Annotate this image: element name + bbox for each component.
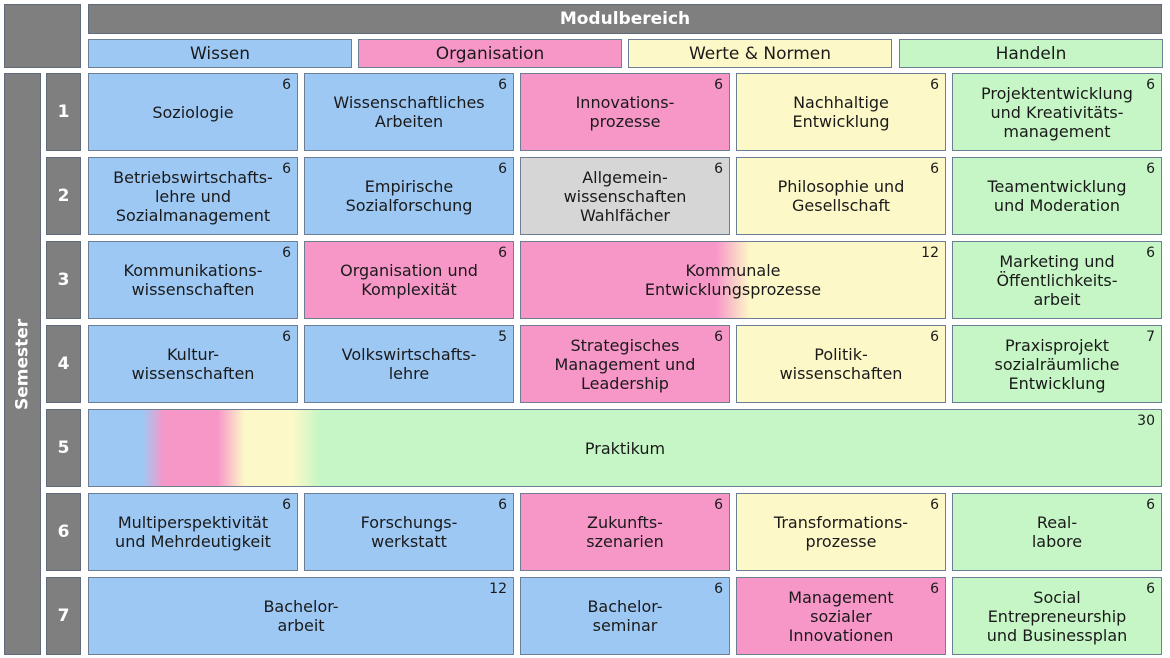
module-empirische-sozialforschung	[304, 157, 514, 235]
semester-number: 1	[46, 73, 81, 151]
module-projektentwicklung	[952, 73, 1162, 151]
module-transformationsprozesse	[736, 493, 946, 571]
module-title: Nachhaltige Entwicklung	[792, 93, 890, 131]
module-credits: 6	[282, 245, 291, 261]
module-title: Bachelor- arbeit	[263, 597, 339, 635]
module-credits: 6	[714, 161, 723, 177]
module-reallabore	[952, 493, 1162, 571]
module-title: Multiperspektivität und Mehrdeutigkeit	[115, 513, 271, 551]
module-credits: 6	[930, 161, 939, 177]
module-credits: 6	[714, 581, 723, 597]
module-kommunale-entwicklungsprozesse	[520, 241, 946, 319]
module-title: Politik- wissenschaften	[779, 345, 903, 383]
module-title: Praktikum	[584, 438, 666, 458]
module-title: Projektentwicklung und Kreativitäts- management	[981, 83, 1133, 141]
module-praxisprojekt	[952, 325, 1162, 403]
module-title: Social Entrepreneurship und Businessplan	[986, 587, 1128, 645]
module-credits: 6	[498, 245, 507, 261]
module-credits: 6	[714, 77, 723, 93]
module-title: Empirische Sozialforschung	[345, 177, 473, 215]
semester-number: 2	[46, 157, 81, 235]
module-credits: 12	[489, 581, 507, 597]
module-allgemeinwissenschaften	[520, 157, 730, 235]
module-credits: 6	[498, 77, 507, 93]
legend-werte-normen: Werte & Normen	[628, 39, 892, 68]
module-credits: 6	[498, 161, 507, 177]
module-title: Forschungs- werkstatt	[360, 513, 458, 551]
semester-number: 4	[46, 325, 81, 403]
semester-number: 6	[46, 493, 81, 571]
module-marketing	[952, 241, 1162, 319]
module-credits: 6	[930, 329, 939, 345]
module-credits: 6	[930, 581, 939, 597]
module-title: Wissenschaftliches Arbeiten	[333, 93, 485, 131]
module-strategisches-management	[520, 325, 730, 403]
module-credits: 12	[921, 245, 939, 261]
module-credits: 6	[714, 497, 723, 513]
module-social-entrepreneurship	[952, 577, 1162, 655]
module-credits: 6	[498, 497, 507, 513]
module-title: Transformations- prozesse	[773, 513, 909, 551]
module-organisation-komplexitaet	[304, 241, 514, 319]
module-title: Teamentwicklung und Moderation	[987, 177, 1127, 215]
module-credits: 6	[1146, 77, 1155, 93]
module-title: Innovations- prozesse	[575, 93, 675, 131]
module-zukunftsszenarien	[520, 493, 730, 571]
module-title: Betriebswirtschafts- lehre und Sozialmanagement	[113, 167, 273, 225]
corner-cell	[4, 4, 81, 68]
module-credits: 7	[1146, 329, 1155, 345]
module-title: Strategisches Management und Leadership	[554, 335, 696, 393]
module-title: Organisation und Komplexität	[340, 261, 478, 299]
semester-label: Semester	[4, 73, 41, 655]
module-credits: 6	[282, 77, 291, 93]
semester-number: 5	[46, 409, 81, 487]
module-title: Marketing und Öffentlichkeits- arbeit	[996, 251, 1118, 309]
module-title: Soziologie	[152, 102, 234, 122]
module-teamentwicklung	[952, 157, 1162, 235]
module-bachelorseminar	[520, 577, 730, 655]
module-forschungswerkstatt	[304, 493, 514, 571]
module-philosophie-gesellschaft	[736, 157, 946, 235]
module-credits: 6	[1146, 161, 1155, 177]
module-credits: 6	[282, 497, 291, 513]
module-title: Zukunfts- szenarien	[586, 513, 664, 551]
module-credits: 6	[282, 161, 291, 177]
legend-organisation: Organisation	[358, 39, 622, 68]
module-soziologie	[88, 73, 298, 151]
module-management-sozialer-innovationen	[736, 577, 946, 655]
module-title: Allgemein- wissenschaften Wahlfächer	[563, 167, 687, 225]
module-nachhaltige-entwicklung	[736, 73, 946, 151]
module-title: Kultur- wissenschaften	[131, 345, 255, 383]
module-title: Management sozialer Innovationen	[788, 587, 894, 645]
module-credits: 6	[1146, 497, 1155, 513]
module-title: Kommunale Entwicklungsprozesse	[644, 261, 822, 299]
module-title: Real- labore	[1031, 513, 1083, 551]
module-wissenschaftliches-arbeiten	[304, 73, 514, 151]
page-title: Modulbereich	[88, 4, 1162, 34]
module-credits: 6	[1146, 581, 1155, 597]
module-title: Volkswirtschafts- lehre	[341, 345, 477, 383]
module-credits: 6	[930, 77, 939, 93]
module-kulturwissenschaften	[88, 325, 298, 403]
legend-wissen: Wissen	[88, 39, 352, 68]
module-credits: 6	[714, 329, 723, 345]
module-title: Philosophie und Gesellschaft	[777, 177, 905, 215]
module-credits: 5	[498, 329, 507, 345]
module-title: Praxisprojekt sozialräumliche Entwicklung	[994, 335, 1120, 393]
module-credits: 6	[1146, 245, 1155, 261]
module-credits: 6	[930, 497, 939, 513]
module-politikwissenschaften	[736, 325, 946, 403]
module-betriebswirtschaftslehre	[88, 157, 298, 235]
module-kommunikationswissenschaften	[88, 241, 298, 319]
semester-number: 7	[46, 577, 81, 655]
module-credits: 30	[1137, 413, 1155, 429]
module-innovationsprozesse	[520, 73, 730, 151]
module-title: Kommunikations- wissenschaften	[123, 261, 263, 299]
legend-handeln: Handeln	[899, 39, 1163, 68]
module-bachelorarbeit	[88, 577, 514, 655]
module-credits: 6	[282, 329, 291, 345]
module-praktikum	[88, 409, 1162, 487]
module-volkswirtschaftslehre	[304, 325, 514, 403]
module-multiperspektivitaet	[88, 493, 298, 571]
semester-number: 3	[46, 241, 81, 319]
module-title: Bachelor- seminar	[587, 597, 663, 635]
